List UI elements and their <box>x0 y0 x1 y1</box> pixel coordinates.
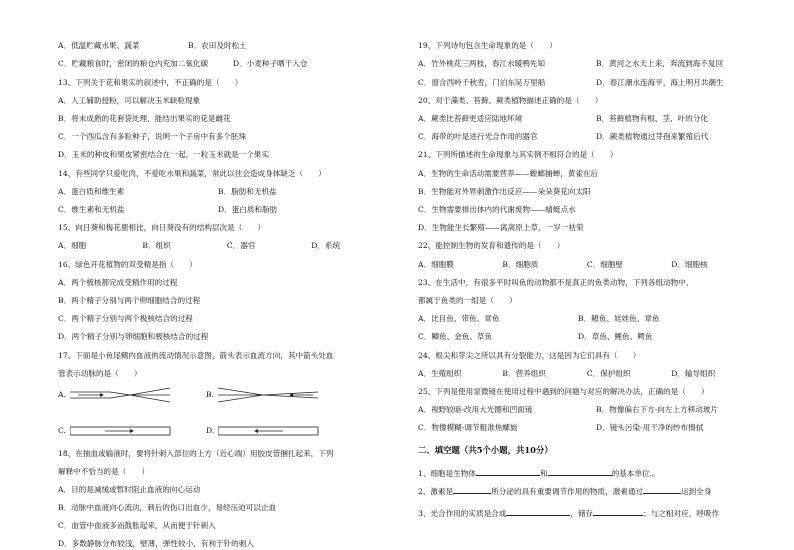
q16-option-d: D．两个精子分别与卵细胞和极核结合的过程 <box>58 332 209 341</box>
q15-option-d: D．系统 <box>311 241 341 250</box>
q25-options-row2 <box>418 423 716 433</box>
q23-options-row1 <box>418 314 698 324</box>
fill-1-blank-2[interactable] <box>548 467 612 476</box>
fig-d-label: D. <box>206 426 215 435</box>
q13-option-a: A．人工辅助授粉，可以解决玉米缺粒现象 <box>58 96 201 105</box>
q12-option-d: D．小麦种子晒干入仓 <box>233 59 308 68</box>
fill-blank-3 <box>418 507 719 519</box>
q19-stem: 19、下列诗句包含生命现象的是（ ） <box>418 41 557 50</box>
q14-option-a: A．蛋白质和维生素 <box>58 187 125 196</box>
section-two-heading: 二、填空题（共5个小题，共10分） <box>418 445 553 455</box>
q12-option-a: A．低温贮藏水果、蔬菜 <box>58 41 140 50</box>
q25-option-c: C．物像模糊-调节粗准焦螺旋 <box>418 423 518 432</box>
q13-option-d: D．玉米的种皮和果皮紧密结合在一起，一粒玉米就是一个果实 <box>58 150 270 159</box>
q23-options-row2 <box>418 332 698 342</box>
q23-option-a: A．比目鱼、带鱼、章鱼 <box>418 314 500 323</box>
q24-option-c: C．保护组织 <box>586 369 631 378</box>
q23-option-d: D．草鱼、鲤鱼、鳄鱼 <box>578 332 653 341</box>
q18-option-a: A．目的是减缓或暂时阻止血液的向心运动 <box>58 485 201 494</box>
fill-2-text-c: 运到全身 <box>681 487 712 496</box>
q14-options-row2 <box>58 205 338 215</box>
fill-blank-2 <box>418 485 711 497</box>
q21-option-c: C．生物需要排出体内的代谢废物——蜻蜓点水 <box>418 205 576 214</box>
q18-stem-cont: 解释中不恰当的是（ ） <box>58 467 150 476</box>
q14-option-d: D．蛋白质和脂肪 <box>218 205 278 214</box>
q23-stem: 23、在生活中，有很多平时叫鱼的动物都不是真正的鱼类动物，下列各组动物中， <box>418 278 694 287</box>
q21-stem: 21、下列所描述的生命现象与其实例不相符合的是（ ） <box>418 150 618 159</box>
q22-option-c: C．细胞壁 <box>586 260 624 269</box>
fig-c-vessel-diagram <box>70 421 180 443</box>
q13-option-c: C．一个西瓜含有多粒种子，说明一个子房中有多个胚珠 <box>58 132 247 141</box>
q24-option-d: D．输导组织 <box>671 369 716 378</box>
fig-a-label: A. <box>58 390 66 399</box>
q13-stem: 13、下列关于花和果实的叙述中，不正确的是（ ） <box>58 78 243 87</box>
q24-option-b: B．营养组织 <box>502 369 546 378</box>
fill-1-text-b: 和 <box>540 469 548 478</box>
fill-2-blank-1[interactable] <box>453 485 491 494</box>
fill-1-text-c: 的基本单位.。 <box>611 469 660 478</box>
q18-option-d: D．多数静脉分布较浅，壁薄，弹性较小，有利于针的刺入 <box>58 539 254 548</box>
q15-option-b: B．组织 <box>142 241 171 250</box>
q20-option-a: A．蕨类比苔藓更适应陆地环境 <box>418 114 523 123</box>
q19-option-b: B．黄河之水天上来，奔流到海不复回 <box>596 59 724 68</box>
q15-option-a: A．细胞 <box>58 241 87 250</box>
q15-stem: 15、向日葵和梅花鹿相比，向日葵没有的结构层次是（ ） <box>58 223 266 232</box>
q20-option-c: C．海带的叶是进行光合作用的器官 <box>418 132 538 141</box>
fill-1-text-a: 1、细胞是生物体 <box>418 469 476 478</box>
fill-3-text-b: ，储存 <box>570 509 594 518</box>
q25-options-row1 <box>418 405 719 415</box>
fig-b-vessel-diagram <box>218 385 328 407</box>
q25-stem: 25、下列是使用显微镜在使用过程中遇到的问题与对应的解决办法，正确的是（ ） <box>418 387 709 396</box>
q12-option-b: B．农田及时松土 <box>188 41 247 50</box>
fig-d-vessel-diagram <box>218 421 328 443</box>
q19-options-row1 <box>418 59 724 69</box>
q18-option-c: C．血管中血液多而鼓胀起来，从而便于针刺入 <box>58 521 216 530</box>
fig-a-vessel-diagram <box>70 385 180 407</box>
q25-option-b: B．物像偏右下方-向左上方移动玻片 <box>596 405 719 414</box>
q15-option-c: C．器官 <box>226 241 256 250</box>
q25-option-a: A．视野较暗-改用大光圈和凹面镜 <box>418 405 533 414</box>
q14-options-row1 <box>58 187 338 197</box>
q20-options-row2 <box>418 132 716 142</box>
q25-option-d: D．镜头污染-用干净的纱布擦拭 <box>596 423 704 432</box>
q17-stem: 17、下面是小鱼尾鳍内血液的流动情况示意图，箭头表示血流方向，其中箭头处血 <box>58 351 334 360</box>
q14-stem: 14、有些同学只爱吃肉，不爱吃水果和蔬菜，常此以往会造成身体缺乏（ ） <box>58 169 326 178</box>
q21-option-b: B．生物能对外界刺激作出反应——朵朵葵花向太阳 <box>418 187 591 196</box>
q21-option-a: A．生物的生命活动需要营养——螳螂捕蝉，黄雀在后 <box>418 169 599 178</box>
q17-stem-cont: 管表示动脉的是（ ） <box>58 369 142 378</box>
fig-b-label: B. <box>206 390 214 399</box>
q14-option-b: B．脂肪和无机盐 <box>218 187 277 196</box>
q12-options-row2 <box>58 59 353 69</box>
q15-options <box>58 241 393 251</box>
q23-option-c: C．鲫鱼、金鱼、草鱼 <box>418 332 493 341</box>
fill-blank-1 <box>418 467 660 479</box>
fill-3-blank-2[interactable] <box>593 507 643 516</box>
q24-option-a: A．生殖组织 <box>418 369 462 378</box>
q16-option-b: B．两个精子分别与两个卵细胞结合的过程 <box>58 296 201 305</box>
q22-option-a: A．细胞膜 <box>418 260 454 269</box>
q20-options-row1 <box>418 114 716 124</box>
q22-options <box>418 260 753 270</box>
fill-3-blank-1[interactable] <box>506 507 570 516</box>
q13-option-b: B．将未成熟的花套袋处理，能结出果实的花是雌花 <box>58 114 231 123</box>
q14-option-c: C．维生素和无机盐 <box>58 205 125 214</box>
fill-2-blank-2[interactable] <box>643 485 681 494</box>
q20-stem: 20、对于藻类、苔藓、蕨类植物描述正确的是（ ） <box>418 96 603 105</box>
q22-option-d: D．细胞核 <box>671 260 708 269</box>
q19-option-a: A．竹外桃花三两枝，春江水暖鸭先知 <box>418 59 545 68</box>
q16-stem: 16、绿色开花植物的双受精是指（ ） <box>58 260 197 269</box>
fill-3-text-a: 3、光合作用的实质是合成 <box>418 509 507 518</box>
q20-option-b: B．苔藓植物有根、茎、叶的分化 <box>596 114 708 123</box>
q24-stem: 24、根尖和芽尖之所以具有分裂能力，这是因为它们具有（ ） <box>418 351 641 360</box>
q16-option-c: C．两个精子分别与两个极核结合的过程 <box>58 314 193 323</box>
q19-options-row2 <box>418 78 724 88</box>
q22-stem: 22、能控制生物的发育和遗传的是（ ） <box>418 241 565 250</box>
q19-option-d: D．春江潮水连海平，海上明月共潮生 <box>596 78 724 87</box>
q16-option-a: A．两个极核都完成受精作用的过程 <box>58 278 178 287</box>
q20-option-d: D．蕨类植物通过芽孢来繁殖后代 <box>596 132 709 141</box>
q12-options-row1 <box>58 41 308 51</box>
q23-option-b: B．鲳鱼、娃娃鱼、章鱼 <box>578 314 660 323</box>
fig-c-label: C. <box>58 426 66 435</box>
q18-option-b: B．动脉中血液向心流动，刺后的伤口出血少，易经压迫可以止血 <box>58 503 277 512</box>
fill-3-text-c: ；与之相对应，呼吸作 <box>643 509 720 518</box>
q21-option-d: D．生物能生长繁殖——离离原上草，一岁一枯荣 <box>418 223 584 232</box>
q23-stem-cont: 都属于鱼类的一组是（ ） <box>418 296 517 305</box>
q19-option-c: C．窗含西岭千秋雪，门泊东吴万里船 <box>418 78 546 87</box>
q22-option-b: B．细胞质 <box>502 260 539 269</box>
q24-options <box>418 369 753 379</box>
fill-1-blank-1[interactable] <box>476 467 540 476</box>
fill-2-text-a: 2、激素是 <box>418 487 454 496</box>
q18-stem: 18、在抽血或输液时，要将针刺入部位的上方（近心端）用胶皮管捆扎起来，下列 <box>58 449 334 458</box>
q12-option-c: C．贮藏粮食时，密闭的粮仓内充加二氧化碳 <box>58 59 209 68</box>
fill-2-text-b: 所分泌的具有重要调节作用的物质，激素通过 <box>491 487 644 496</box>
